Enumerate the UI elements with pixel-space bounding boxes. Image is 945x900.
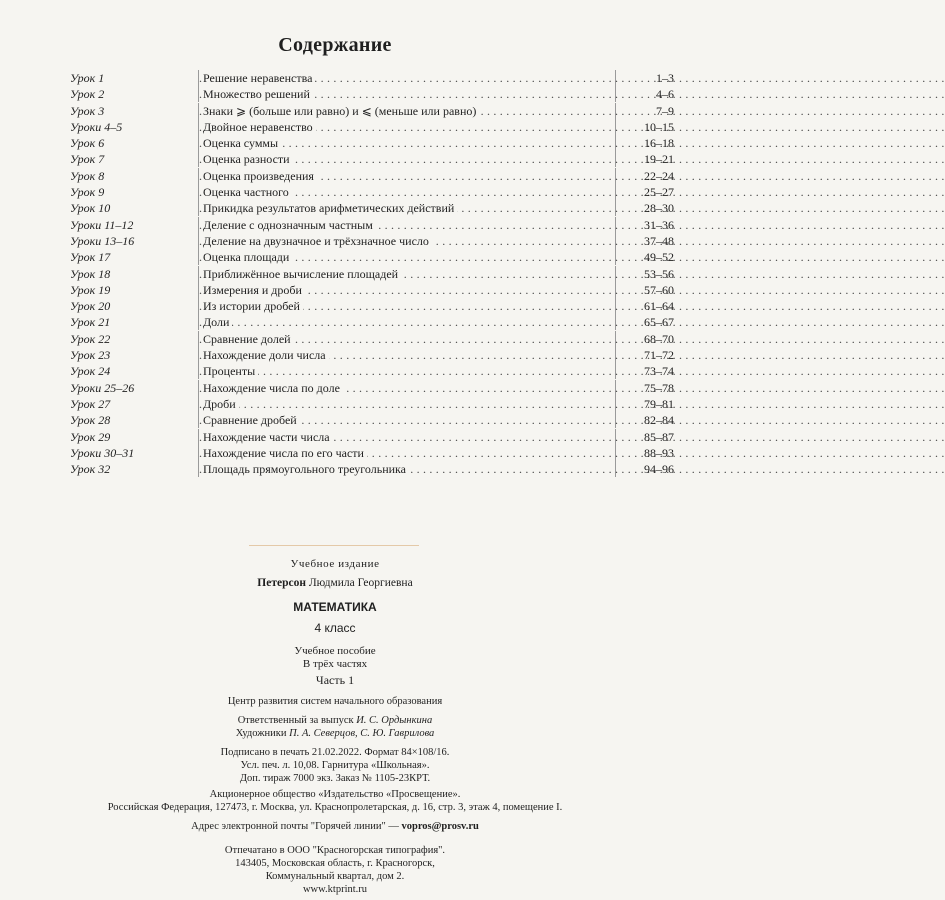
hotline: [0, 821, 670, 832]
responsible-label: Ответственный за выпуск: [237, 715, 354, 726]
edition-type: Учебное издание: [290, 558, 380, 570]
book-type: Учебное пособие: [294, 645, 376, 657]
toc-lesson: Урок 23: [70, 348, 111, 363]
toc-lesson: Урок 32: [70, 462, 111, 477]
toc-lesson: Уроки 13–16: [70, 233, 135, 248]
toc-topic-cell: [198, 168, 616, 184]
toc-topic-cell: [198, 200, 616, 216]
toc-row: [70, 249, 674, 265]
toc-topic: Нахождение числа по его части: [203, 446, 367, 460]
toc-pages: 19–21: [644, 152, 674, 167]
toc-pages: 28–30: [644, 201, 674, 216]
toc-pages: 1–3: [656, 71, 674, 85]
toc-row: [70, 445, 674, 461]
toc-topic: Площадь прямоугольного треугольника: [203, 462, 409, 476]
toc-row: [70, 233, 674, 249]
print-sheets: Усл. печ. л. 10,08. Гарнитура «Школьная».: [240, 760, 430, 771]
toc-pages: 94–96: [644, 462, 674, 477]
toc-topic-cell: [198, 135, 616, 151]
toc-row: [70, 363, 674, 379]
toc-pages: 73–74: [644, 364, 674, 379]
toc-topic: Сравнение долей: [203, 332, 294, 346]
toc-row: [70, 298, 674, 314]
author-surname: Петерсон: [257, 577, 306, 589]
toc-topic: Дроби: [203, 397, 239, 411]
toc-topic-cell: [198, 429, 616, 445]
toc-lesson: Уроки 11–12: [70, 217, 134, 232]
toc-topic: Двойное неравенство: [203, 120, 316, 134]
toc-topic-cell: [198, 412, 616, 428]
toc-topic: Приближённое вычисление площадей: [203, 267, 401, 281]
toc-lesson: Урок 10: [70, 201, 111, 216]
toc-lesson: Урок 1: [70, 71, 105, 85]
parts: В трёх частях: [302, 658, 368, 670]
toc-topic-cell: [198, 249, 616, 265]
toc-topic: Доли: [203, 315, 232, 329]
toc-topic-cell: [198, 233, 616, 249]
toc-topic: Прикидка результатов арифметических действий: [203, 201, 457, 215]
toc-topic-cell: [198, 151, 616, 167]
signed-for-print: Подписано в печать 21.02.2022. Формат 84×108/16.: [220, 747, 450, 758]
publisher-address: Российская Федерация, 127473, г. Москва, ул. Краснопролетарская, д. 16, стр. 3, этаж 4, помещение I.: [107, 802, 563, 813]
toc-lesson: Урок 21: [70, 315, 111, 330]
toc-row: [70, 282, 674, 298]
toc-topic: Измерения и дроби: [203, 283, 305, 297]
artists: [0, 728, 670, 739]
toc-topic: Нахождение доли числа: [203, 348, 329, 362]
toc-lesson: Урок 9: [70, 185, 105, 200]
toc-row: [70, 184, 674, 200]
toc-topic: Нахождение числа по доле: [203, 381, 343, 395]
toc-topic-cell: [198, 314, 616, 330]
toc-pages: 10–15: [644, 119, 674, 134]
toc-topic-cell: [198, 282, 616, 298]
printer-street: Коммунальный квартал, дом 2.: [265, 871, 405, 882]
toc-row: [70, 314, 674, 330]
toc-row: [70, 331, 674, 347]
divider-line: [249, 545, 419, 546]
toc-pages: 79–81: [644, 396, 674, 411]
toc-topic-cell: [198, 86, 616, 102]
grade: 4 класс: [314, 621, 356, 635]
toc-row: [70, 396, 674, 412]
responsible-name: И. С. Ордынкина: [356, 715, 433, 726]
toc-pages: 68–70: [644, 331, 674, 346]
toc-pages: 16–18: [644, 136, 674, 151]
toc-topic-cell: [198, 70, 616, 86]
artists-names: П. А. Северцов, С. Ю. Гаврилова: [289, 728, 435, 739]
toc-topic-cell: [198, 298, 616, 314]
toc-lesson: Урок 29: [70, 429, 111, 444]
toc-lesson: Урок 27: [70, 396, 111, 411]
toc-row: [70, 347, 674, 363]
toc-pages: 22–24: [644, 168, 674, 183]
toc-topic-cell: [198, 266, 616, 282]
toc-row: [70, 86, 674, 102]
toc-lesson: Урок 20: [70, 299, 111, 314]
toc-topic: Множество решений: [203, 87, 313, 101]
book-title: МАТЕМАТИКА: [293, 600, 377, 614]
toc-row: [70, 429, 674, 445]
toc-topic: Деление на двузначное и трёхзначное число: [203, 234, 432, 248]
toc-lesson: Урок 24: [70, 364, 111, 379]
toc-topic-cell: [198, 331, 616, 347]
toc-lesson: Урок 7: [70, 152, 105, 167]
toc-topic-cell: [198, 445, 616, 461]
toc-topic: Оценка частного: [203, 185, 292, 199]
toc-topic-cell: [198, 184, 616, 200]
toc-pages: 7–9: [656, 103, 674, 118]
author-name: Людмила Георгиевна: [308, 577, 413, 589]
development-center: Центр развития систем начального образования: [227, 696, 443, 707]
table-of-contents: [70, 70, 674, 477]
toc-row: [70, 119, 674, 135]
toc-topic: Оценка площади: [203, 250, 292, 264]
publisher: Акционерное общество «Издательство «Просвещение».: [209, 789, 461, 800]
toc-topic: Нахождение части числа: [203, 430, 333, 444]
toc-topic-cell: [198, 363, 616, 379]
hotline-email: vopros@prosv.ru: [401, 821, 479, 832]
toc-pages: 75–78: [644, 380, 674, 395]
printed-by: Отпечатано в ООО "Красногорская типография".: [224, 845, 446, 856]
toc-row: [70, 200, 674, 216]
toc-lesson: Урок 8: [70, 168, 105, 183]
toc-topic: Сравнение дробей: [203, 413, 300, 427]
print-run: Доп. тираж 7000 экз. Заказ № 1105-23КРТ.: [239, 773, 431, 784]
toc-lesson: Урок 28: [70, 413, 111, 428]
printer-city: 143405, Московская область, г. Красногорск,: [235, 858, 435, 869]
toc-pages: 49–52: [644, 250, 674, 265]
toc-topic: Оценка разности: [203, 152, 293, 166]
toc-lesson: Урок 6: [70, 136, 105, 151]
toc-topic: Из истории дробей: [203, 299, 303, 313]
toc-topic: Решение неравенства: [203, 71, 315, 85]
toc-row: [70, 103, 674, 119]
toc-lesson: Уроки 25–26: [70, 380, 135, 395]
toc-topic-cell: [198, 461, 616, 477]
toc-pages: 4–6: [656, 87, 674, 102]
toc-row: [70, 151, 674, 167]
hotline-label: Адрес электронной почты "Горячей линии" —: [191, 821, 399, 832]
toc-pages: 61–64: [644, 299, 674, 314]
toc-lesson: Урок 22: [70, 331, 111, 346]
toc-pages: 85–87: [644, 429, 674, 444]
toc-pages: 31–36: [644, 217, 674, 232]
toc-lesson: Урок 2: [70, 87, 105, 102]
toc-row: [70, 461, 674, 477]
responsible-editor: [0, 715, 670, 726]
toc-lesson: Урок 18: [70, 266, 111, 281]
toc-topic-cell: [198, 380, 616, 396]
toc-row: [70, 412, 674, 428]
toc-title: Содержание: [278, 34, 392, 56]
toc-row: [70, 168, 674, 184]
toc-topic-cell: [198, 119, 616, 135]
toc-topic-cell: [198, 396, 616, 412]
toc-topic: Знаки ⩾ (больше или равно) и ⩽ (меньше или равно): [203, 104, 479, 118]
printer-site: www.ktprint.ru: [302, 884, 368, 895]
toc-row: [70, 217, 674, 233]
toc-pages: 82–84: [644, 413, 674, 428]
toc-topic: Деление с однозначным частным: [203, 218, 376, 232]
toc-pages: 65–67: [644, 315, 674, 330]
toc-topic: Оценка суммы: [203, 136, 281, 150]
toc-row: [70, 380, 674, 396]
toc-row: [70, 70, 674, 86]
toc-pages: 71–72: [644, 348, 674, 363]
toc-topic: Оценка произведения: [203, 169, 317, 183]
part: Часть 1: [315, 673, 355, 687]
toc-topic-cell: [198, 103, 616, 119]
toc-pages: 57–60: [644, 282, 674, 297]
toc-topic-cell: [198, 217, 616, 233]
toc-topic: Проценты: [203, 364, 258, 378]
toc-topic-cell: [198, 347, 616, 363]
toc-pages: 53–56: [644, 266, 674, 281]
toc-pages: 88–93: [644, 445, 674, 460]
toc-row: [70, 266, 674, 282]
toc-pages: 37–48: [644, 233, 674, 248]
artists-label: Художники: [235, 728, 287, 739]
toc-lesson: Уроки 4–5: [70, 119, 123, 134]
toc-row: [70, 135, 674, 151]
toc-pages: 25–27: [644, 185, 674, 200]
author: [0, 577, 670, 589]
toc-lesson: Урок 3: [70, 103, 105, 118]
toc-lesson: Уроки 30–31: [70, 445, 135, 460]
toc-lesson: Урок 19: [70, 282, 111, 297]
toc-lesson: Урок 17: [70, 250, 111, 265]
